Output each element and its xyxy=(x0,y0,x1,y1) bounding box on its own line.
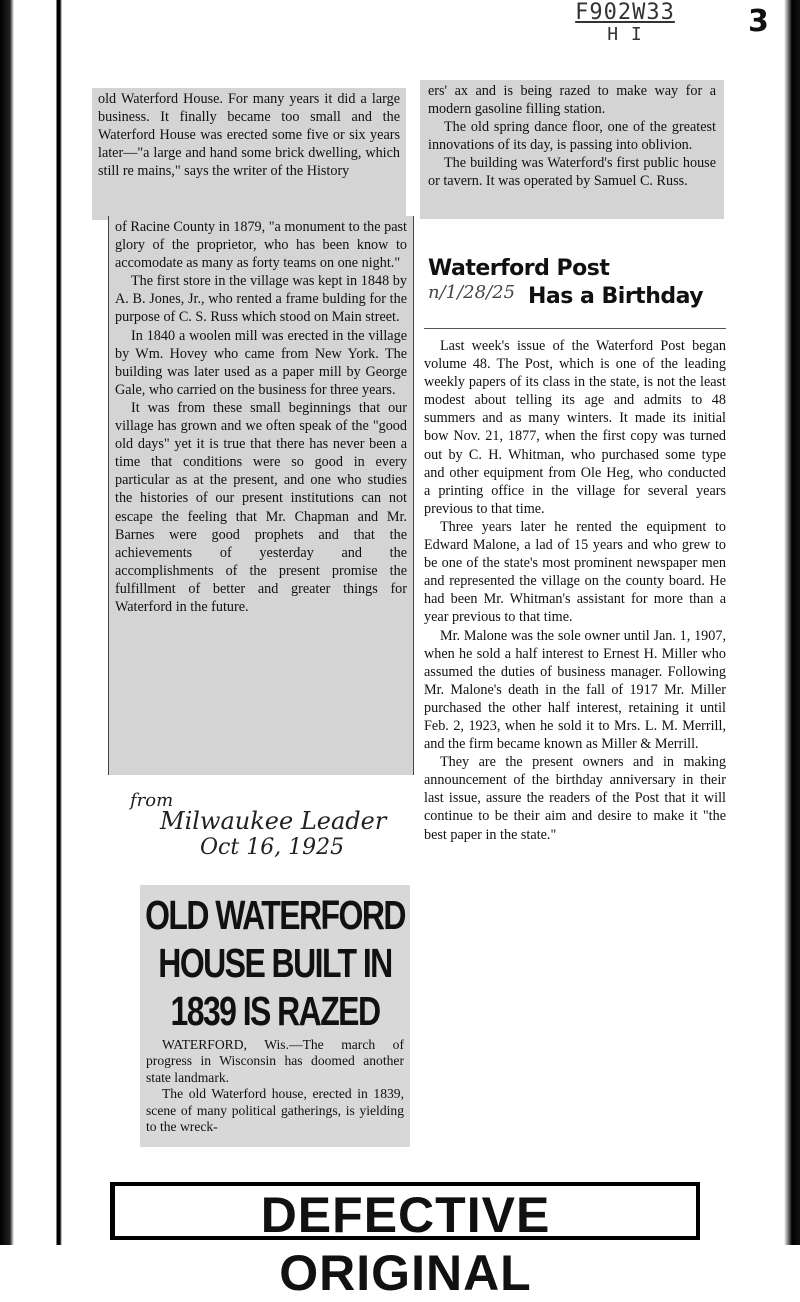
call-number-line2: H I xyxy=(607,24,643,45)
paragraph: In 1840 a woolen mill was erected in the village by Wm. Hovey who came from New York. The building was later used as a paper mill by George Gale, who carried on the business for three years. xyxy=(115,327,407,398)
article-old-waterford-house xyxy=(140,885,410,1147)
article-waterford-post xyxy=(424,256,726,1014)
clipping-continued-body xyxy=(108,216,414,775)
defective-original-stamp: DEFECTIVE ORIGINAL xyxy=(110,1182,700,1240)
clipping-razed-continued xyxy=(420,80,724,219)
source-note-line1: from xyxy=(130,790,174,811)
handwritten-date: n/1/28/25 xyxy=(428,282,516,303)
paragraph: The old spring dance floor, one of the greatest innovations of its day, is passing into oblivion. xyxy=(428,119,716,154)
clipping-continued-top xyxy=(92,88,406,220)
paragraph: Last week's issue of the Waterford Post began volume 48. The Post, which is one of the leading weekly papers of its class in the state, is not the least modest about telling its age and admits to 48 summers and as many winters. It made its initial bow Nov. 21, 1877, when the first copy was turned out by C. H. Whitman, who purchased some type and other equipment from Ole Heg, who conducted a printing office in the village for several years previous to that time. xyxy=(424,338,726,517)
paragraph: WATERFORD, Wis.—The march of progress in Wisconsin has doomed another state landmark. xyxy=(146,1037,404,1085)
paragraph: It was from these small beginnings that our village has grown and we often speak of the "good old days" yet it is true that there has never been a time that conditions were so good in every particular as at the present, and one who studies the histories of our present institutions can not escape the feeling that Mr. Chapman and Mr. Barnes were good prophets and that the achievements of yesterday and the accomplishments of the present promise the fulfillment of better and greater things for Waterford in the future. xyxy=(115,399,407,615)
headline-line2: Has a Birthday xyxy=(528,284,704,309)
paragraph: Three years later he rented the equipment to Edward Malone, a lad of 15 years and who grew to be one of the state's most prominent newspaper men and represented the village on the county board. He had been Mr. Whitman's assistant for more than a year previous to that time. xyxy=(424,518,726,626)
article-body xyxy=(140,1035,410,1137)
headline-line3: 1839 IS RAZED xyxy=(170,988,380,1034)
binder-edge-left xyxy=(0,0,68,1245)
page-number: 3 xyxy=(748,4,769,39)
paragraph: Mr. Malone was the sole owner until Jan. 1, 1907, when he sold a half interest to Ernest H. Miller who assumed the duties of business manager. Following Mr. Malone's death in the fall of 1917 Mr. Miller purchased the other half interest, retaining it until Feb. 2, 1923, when he sold it to Mrs. L. M. Merrill, and the firm became known as Miller & Merrill. xyxy=(424,627,726,753)
paragraph: ers' ax and is being razed to make way for a modern gasoline filling station. xyxy=(428,83,716,118)
call-number-line1: F902W33 xyxy=(575,0,675,25)
paragraph: of Racine County in 1879, "a monument to the past glory of the proprietor, who has been know to accomodate as many as forty teams on one night." xyxy=(115,219,407,272)
paragraph: The first store in the village was kept in 1848 by A. B. Jones, Jr., who rented a frame bulding for the purpose of C. S. Russ which stood on Main street. xyxy=(115,273,407,326)
paragraph: They are the present owners and in making announcement of the birthday anniversary in their last issue, assure the readers of the Post that it will continue to be their aim and desire to make it "the best paper in the state." xyxy=(424,754,726,843)
paragraph: The old Waterford house, erected in 1839, scene of many political gatherings, is yielding to the wreck- xyxy=(146,1086,404,1135)
source-note-line3: Oct 16, 1925 xyxy=(200,835,345,860)
article-headline xyxy=(424,256,726,329)
headline-line1: OLD WATERFORD xyxy=(145,892,405,938)
call-number xyxy=(545,2,705,50)
handwritten-source-note xyxy=(120,790,410,880)
headline-line2: HOUSE BUILT IN xyxy=(158,940,392,986)
binder-edge-right xyxy=(784,0,800,1245)
article-headline xyxy=(142,891,407,1035)
source-note-line2: Milwaukee Leader xyxy=(160,807,387,835)
headline-line1: Waterford Post xyxy=(428,256,610,281)
clipping-continued-lines-top: old Waterford House. For many years it did a large business. It finally became too small and the Waterford House was erected some five or six years later—"a large and hand some brick dwelling, which still re mains," says the writer of the History xyxy=(98,91,400,180)
paragraph: The building was Waterford's first public house or tavern. It was operated by Samuel C. Russ. xyxy=(428,155,716,190)
